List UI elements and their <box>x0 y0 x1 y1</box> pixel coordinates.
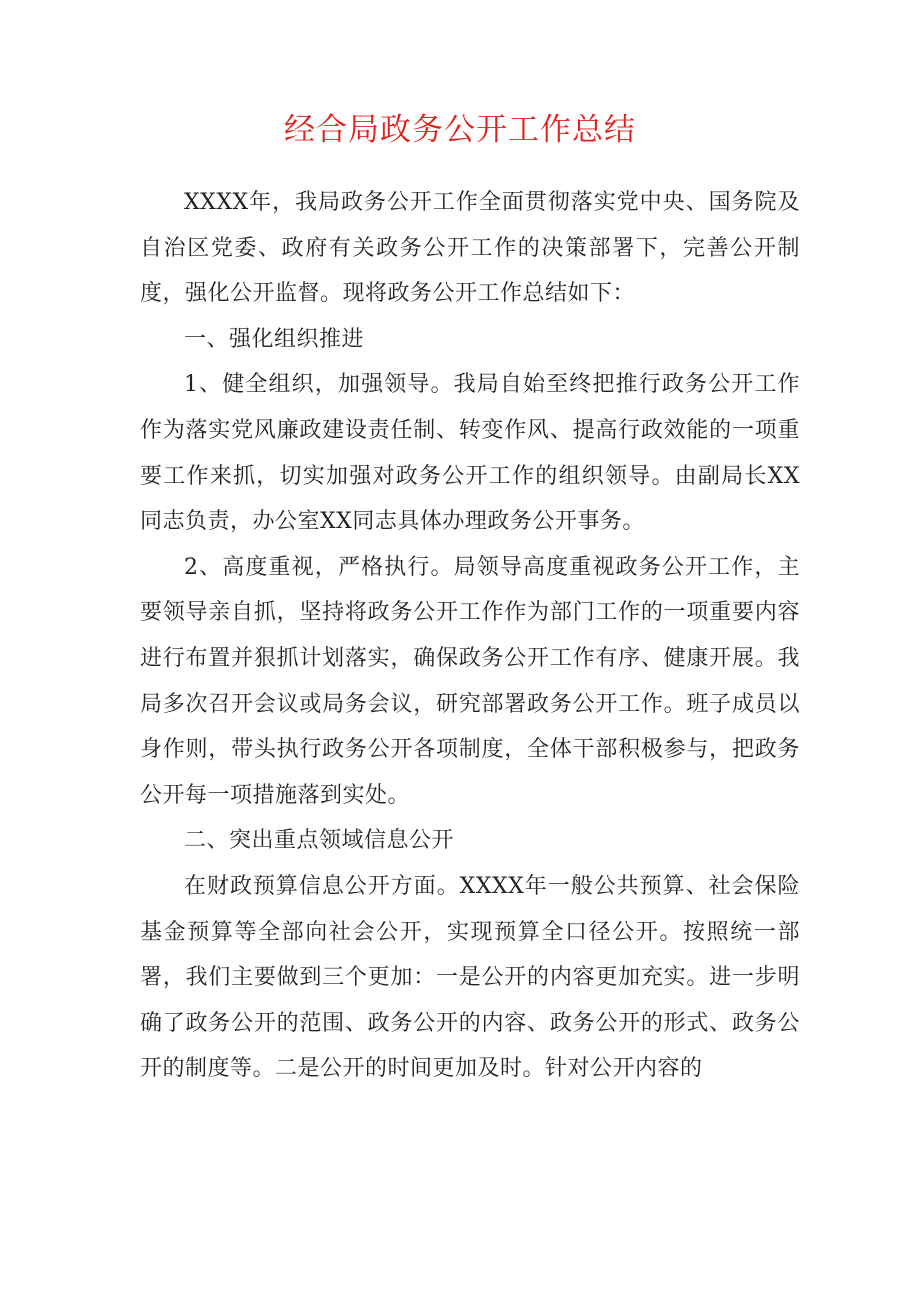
section-heading-2: 二、突出重点领域信息公开 <box>184 828 455 854</box>
body-paragraph: 在财政预算信息公开方面。XXXX年一般公共预算、社会保险基金预算等全部向社会公开，实现预算全口径公开。按照统一部署，我们主要做到三个更加：一是公开的内容更加充实。进一步明确了政务公开的范围、政务公开的内容、政务公开的形式、政务公开的制度等。二是公开的时间更加及时。针对公开内容的 <box>140 873 800 1082</box>
body-paragraph: 2、高度重视，严格执行。局领导高度重视政务公开工作，主要领导亲自抓，坚持将政务公开工作作为部门工作的一项重要内容进行布置并狠抓计划落实，确保政务公开工作有序、健康开展。我局多次召开会议或局务会议，研究部署政务公开工作。班子成员以身作则，带头执行政务公开各项制度，全体干部积极参与，把政务公开每一项措施落到实处。 <box>140 554 800 808</box>
intro-paragraph: XXXX年，我局政务公开工作全面贯彻落实党中央、国务院及自治区党委、政府有关政务公开工作的决策部署下，完善公开制度，强化公开监督。现将政务公开工作总结如下： <box>140 190 800 307</box>
body-paragraph: 1、健全组织，加强领导。我局自始至终把推行政务公开工作作为落实党风廉政建设责任制、转变作风、提高行政效能的一项重要工作来抓，切实加强对政务公开工作的组织领导。由副局长XX同志负责，办公室XX同志具体办理政务公开事务。 <box>140 372 800 535</box>
section-heading-1: 一、强化组织推进 <box>184 326 365 352</box>
document-body <box>140 180 800 1092</box>
document-title: 经合局政务公开工作总结 <box>284 112 636 148</box>
